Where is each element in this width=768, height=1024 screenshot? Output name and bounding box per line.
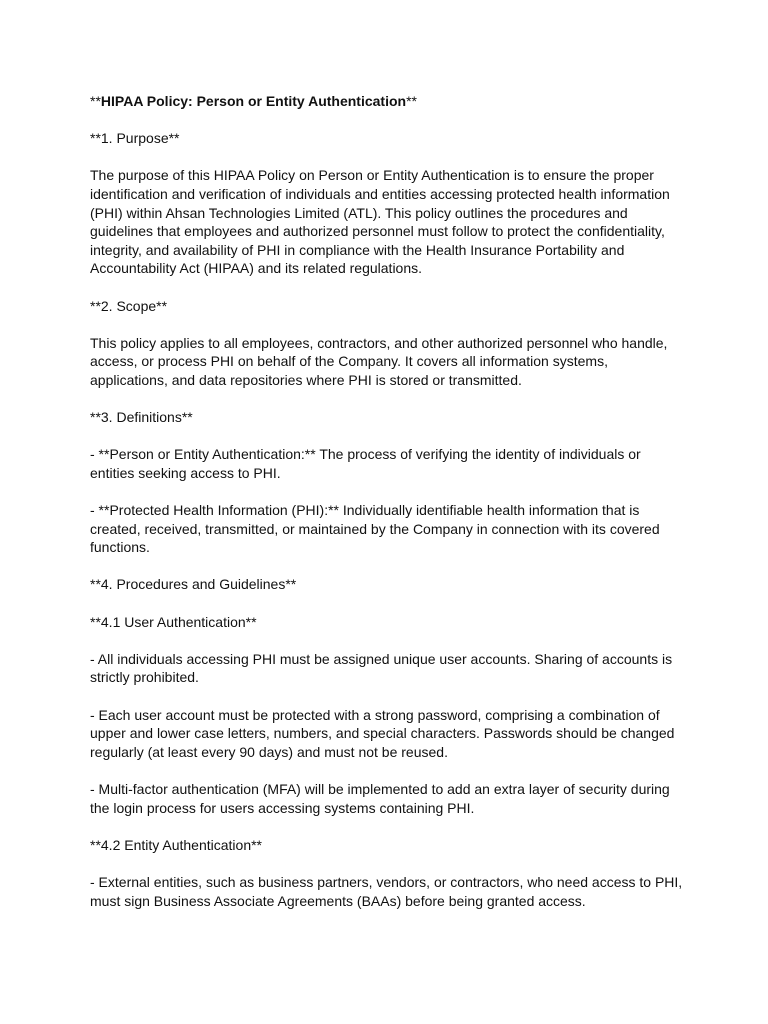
text-line: Accountability Act (HIPAA) and its related regulations. [90,260,423,277]
text-line: strictly prohibited. [90,669,199,686]
spacer [90,315,690,334]
text-line: the login process for users accessing systems containing PHI. [90,799,475,816]
text-line: - Multi-factor authentication (MFA) will be implemented to add an extra layer of security during [90,780,670,797]
document-body [90,129,690,910]
text-line: must sign Business Associate Agreements (BAAs) before being granted access. [90,892,586,909]
spacer [90,761,690,780]
spacer [90,817,690,836]
text-line: created, received, transmitted, or maintained by the Company in connection with its covered [90,520,660,537]
spacer [90,687,690,706]
document-title [90,92,690,111]
paragraph-block [90,780,690,817]
spacer [90,148,690,167]
text-line: **2. Scope** [90,297,168,314]
title-text: HIPAA Policy: Person or Entity Authentication [100,93,407,109]
text-line: - **Person or Entity Authentication:** The process of verifying the identity of individuals or [90,446,641,463]
text-line: **1. Purpose** [90,130,180,147]
text-line: - All individuals accessing PHI must be assigned unique user accounts. Sharing of accounts is [90,650,673,667]
text-line: functions. [90,539,150,556]
text-line: **4. Procedures and Guidelines** [90,576,297,593]
text-line: guidelines that employees and authorized personnel must follow to protect the confidentiality, [90,223,665,240]
text-line: **3. Definitions** [90,409,193,426]
text-line: integrity, and availability of PHI in compliance with the Health Insurance Portability and [90,241,625,258]
paragraph-block [90,575,690,594]
text-line: **4.1 User Authentication** [90,613,257,630]
paragraph-block [90,836,690,855]
spacer [90,111,690,130]
paragraph-block [90,166,690,278]
text-line: The purpose of this HIPAA Policy on Person or Entity Authentication is to ensure the proper [90,167,654,184]
text-line: **4.2 Entity Authentication** [90,836,263,853]
title-suffix: ** [406,93,417,109]
text-line: - **Protected Health Information (PHI):** Individually identifiable health information that is [90,502,640,519]
text-line: regularly (at least every 90 days) and must not be reused. [90,743,448,760]
title-prefix: ** [90,93,101,109]
spacer [90,631,690,650]
spacer [90,482,690,501]
text-line: applications, and data repositories where PHI is stored or transmitted. [90,371,522,388]
spacer [90,278,690,297]
text-line: upper and lower case letters, numbers, and special characters. Passwords should be changed [90,725,675,742]
paragraph-block [90,613,690,632]
paragraph-block [90,873,690,910]
paragraph-block [90,650,690,687]
paragraph-block [90,501,690,557]
paragraph-block [90,129,690,148]
document-page [90,92,690,910]
paragraph-block [90,408,690,427]
spacer [90,557,690,576]
spacer [90,594,690,613]
text-line: (PHI) within Ahsan Technologies Limited (ATL). This policy outlines the procedures and [90,204,628,221]
text-line: - Each user account must be protected with a strong password, comprising a combination of [90,706,660,723]
spacer [90,854,690,873]
text-line: entities seeking access to PHI. [90,464,281,481]
text-line: access, or process PHI on behalf of the Company. It covers all information systems, [90,353,608,370]
paragraph-block [90,297,690,316]
spacer [90,390,690,409]
paragraph-block [90,445,690,482]
paragraph-block [90,706,690,762]
paragraph-block [90,334,690,390]
spacer [90,427,690,446]
text-line: This policy applies to all employees, contractors, and other authorized personnel who handle, [90,334,668,351]
text-line: - External entities, such as business partners, vendors, or contractors, who need access to PHI, [90,873,683,890]
text-line: identification and verification of individuals and entities accessing protected health information [90,185,670,202]
